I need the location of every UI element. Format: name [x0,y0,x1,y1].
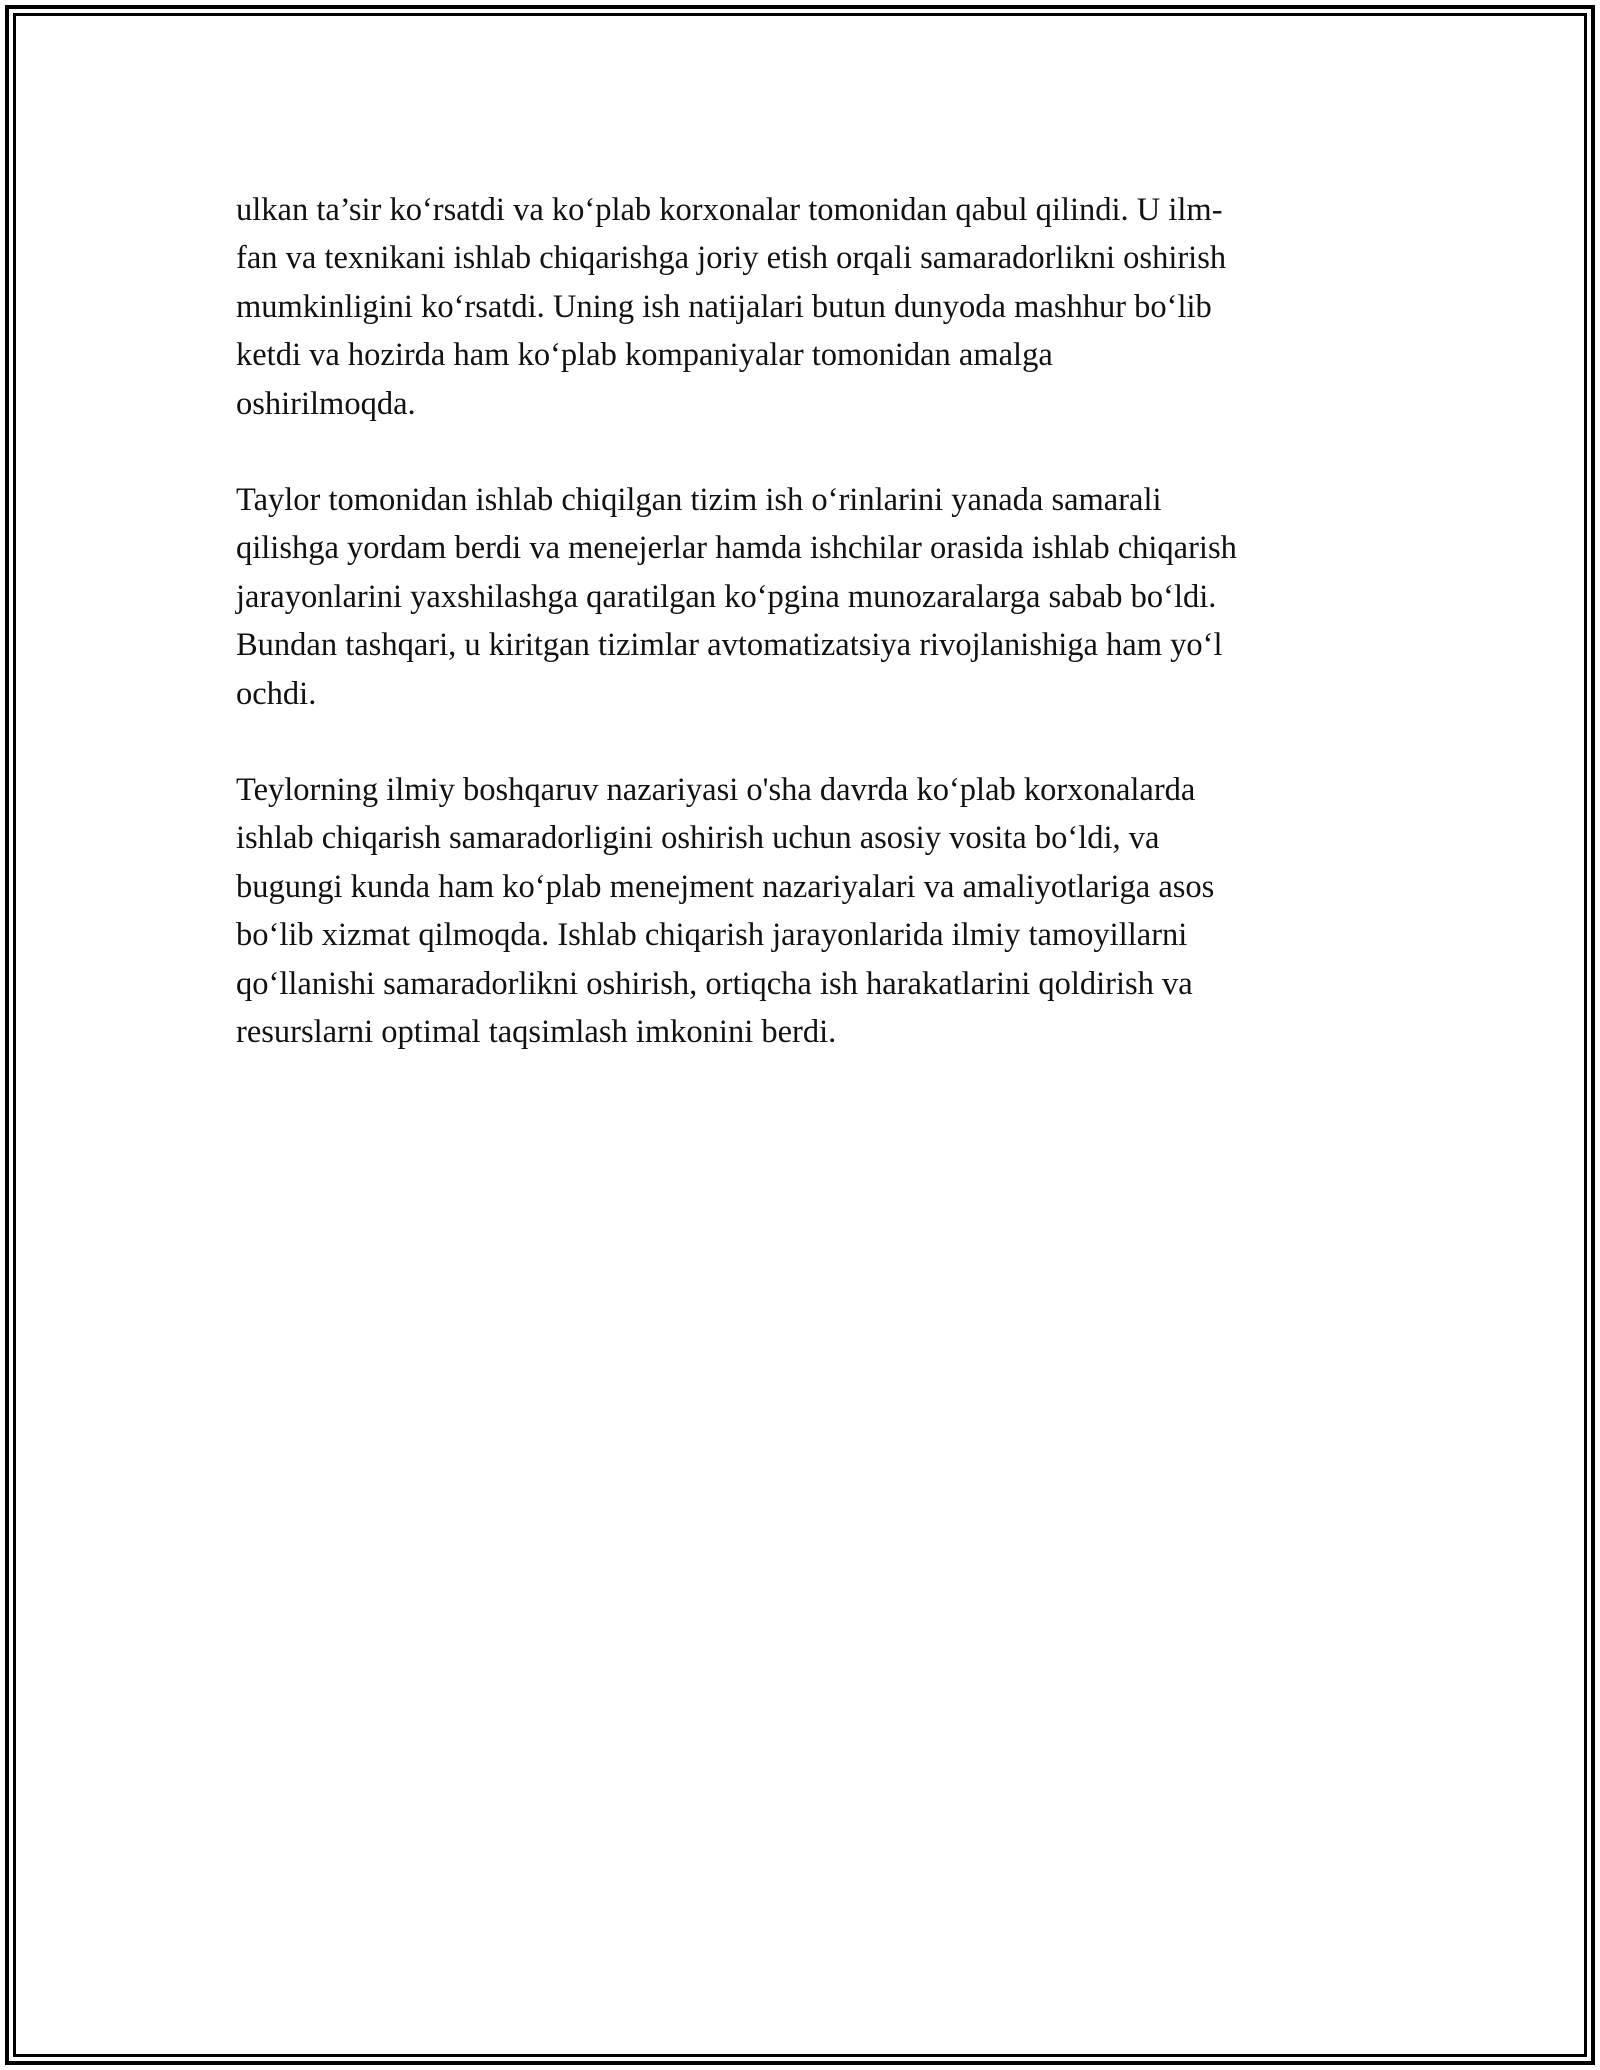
text-line: ochdi. [236,675,317,712]
text-line: qo‘llanishi samaradorlikni oshirish, ortiqcha ish harakatlarini qoldirish va [236,965,1193,1002]
text-line: ketdi va hozirda ham ko‘plab kompaniyalar tomonidan amalga [236,337,1053,374]
paragraph-2 [236,476,1376,718]
text-line: ulkan ta’sir ko‘rsatdi va ko‘plab korxonalar tomonidan qabul qilindi. U ilm- [236,192,1223,228]
text-line: ishlab chiqarish samaradorligini oshirish uchun asosiy vosita bo‘ldi, va [236,820,1160,857]
text-line: fan va texnikani ishlab chiqarishga joriy etish orqali samaradorlikni oshirish [236,240,1227,277]
text-line: Teylorning ilmiy boshqaruv nazariyasi o'sha davrda ko‘plab korxonalarda [236,772,1196,809]
text-line: bugungi kunda ham ko‘plab menejment nazariyalari va amaliyotlariga asos [236,868,1215,905]
text-line: Bundan tashqari, u kiritgan tizimlar avtomatizatsiya rivojlanishiga ham yo‘l [236,627,1223,664]
text-line: qilishga yordam berdi va menejerlar hamda ishchilar orasida ishlab chiqarish [236,530,1237,567]
paragraph-3 [236,766,1376,1056]
paragraph-1 [236,186,1376,428]
text-line: resurslarni optimal taqsimlash imkonini berdi. [236,1014,837,1051]
document-body [236,186,1376,1105]
text-line: bo‘lib xizmat qilmoqda. Ishlab chiqarish jarayonlarida ilmiy tamoyillarni [236,917,1188,954]
text-line: mumkinligini ko‘rsatdi. Uning ish natijalari butun dunyoda mashhur bo‘lib [236,288,1212,325]
text-line: jarayonlarini yaxshilashga qaratilgan ko‘pgina munozaralarga sabab bo‘ldi. [236,578,1217,615]
text-line: oshirilmoqda. [236,385,416,422]
text-line: Taylor tomonidan ishlab chiqilgan tizim ish o‘rinlarini yanada samarali [236,482,1162,519]
